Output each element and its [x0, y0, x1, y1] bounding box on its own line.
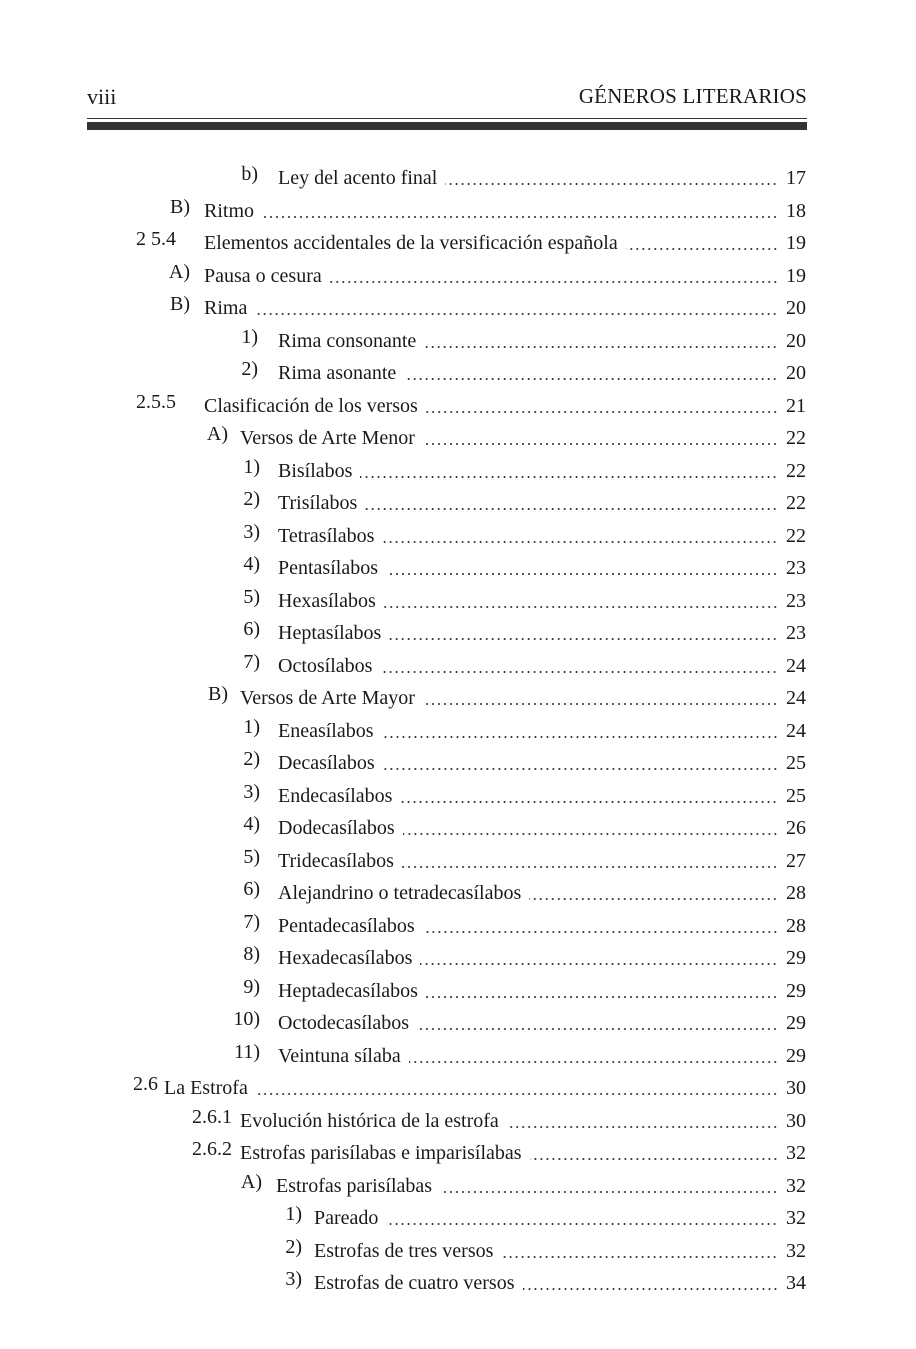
toc-entry-number: 4) — [243, 813, 260, 835]
toc-entry-number: B) — [170, 195, 190, 218]
toc-entry-title: Heptasílabos — [278, 622, 382, 644]
toc-entry-number: b) — [241, 163, 258, 185]
toc-entry-page: 30 — [786, 1077, 806, 1099]
toc-entry-title: Ritmo — [204, 199, 255, 222]
dot-leader — [423, 443, 778, 445]
toc-entry-number: 2 5.4 — [136, 228, 176, 250]
toc-entry-number: 1) — [243, 715, 260, 738]
toc-entry-number: 8) — [243, 943, 260, 965]
toc-entry-title: Rima consonante — [278, 329, 417, 352]
toc-entry-number: B) — [170, 293, 190, 315]
toc-entry — [234, 1036, 806, 1068]
toc-entry — [243, 613, 806, 645]
toc-entry-page: 32 — [786, 1239, 806, 1262]
toc-entry-number: 7) — [243, 910, 260, 933]
toc-entry-title: Estrofas parisílabas — [276, 1174, 433, 1197]
toc-entry — [243, 451, 806, 483]
toc-entry-number: A) — [240, 1170, 262, 1193]
toc-entry-page: 34 — [786, 1272, 806, 1294]
toc-entry-page: 27 — [786, 849, 806, 872]
toc-entry-number: 3) — [243, 780, 260, 803]
toc-entry-title: Trisílabos — [278, 492, 358, 514]
toc-entry — [243, 581, 806, 613]
toc-entry-number: 11) — [234, 1040, 260, 1063]
toc-entry-title: Rima asonante — [278, 362, 397, 384]
toc-entry-title: Estrofas parisílabas e imparisílabas — [240, 1142, 522, 1164]
toc-entry-number: 6) — [243, 618, 260, 640]
toc-entry-title: Evolución histórica de la estrofa — [240, 1109, 499, 1132]
toc-entry-page: 23 — [786, 622, 806, 644]
toc-entry-number: 2.6.1 — [192, 1105, 232, 1128]
toc-entry-page: 22 — [786, 524, 806, 547]
dot-leader — [523, 1288, 779, 1290]
dot-leader — [445, 183, 778, 185]
toc-entry-title: Elementos accidentales de la versificación española — [204, 232, 618, 254]
toc-entry — [243, 743, 806, 775]
page-number: viii — [87, 84, 117, 109]
dot-leader — [330, 281, 778, 283]
toc-entry-page: 23 — [786, 589, 806, 612]
toc-entry — [136, 223, 806, 255]
toc-entry-title: Ley del acento final — [278, 167, 438, 189]
toc-entry-page: 22 — [786, 492, 806, 514]
toc-entry-title: Pentadecasílabos — [278, 914, 415, 937]
running-header — [87, 76, 807, 116]
dot-leader — [383, 768, 778, 770]
toc-entry — [243, 841, 806, 873]
dot-leader — [360, 476, 778, 478]
toc-entry-title: Versos de Arte Mayor — [240, 687, 415, 709]
toc-entry-title: Decasílabos — [278, 752, 375, 774]
toc-entry-title: Octosílabos — [278, 654, 373, 677]
toc-entry-page: 29 — [786, 1012, 806, 1034]
toc-entry — [243, 646, 806, 678]
toc-entry-number: A) — [168, 260, 190, 283]
toc-entry-title: La Estrofa — [164, 1077, 248, 1099]
toc-entry — [243, 516, 806, 548]
toc-entry-page: 25 — [786, 752, 806, 774]
toc-entry-number: 5) — [243, 585, 260, 608]
toc-entry-page: 32 — [786, 1142, 806, 1164]
toc-entry-page: 21 — [786, 394, 806, 417]
toc-entry-page: 22 — [786, 427, 806, 449]
dot-leader — [424, 346, 778, 348]
toc-entry-page: 26 — [786, 817, 806, 839]
toc-entry-page: 22 — [786, 459, 806, 482]
toc-entry — [233, 1003, 806, 1035]
toc-entry-title: Rima — [204, 297, 248, 319]
dot-leader — [389, 638, 778, 640]
toc-entry-number: 2) — [243, 748, 260, 770]
toc-entry — [285, 1231, 806, 1263]
toc-entry-number: 10) — [233, 1008, 260, 1030]
toc-entry — [170, 191, 806, 223]
toc-entry-title: Hexasílabos — [278, 589, 376, 612]
toc-entry-number: 2.6.2 — [192, 1138, 232, 1160]
toc-entry — [136, 386, 806, 418]
toc-entry — [208, 678, 806, 710]
toc-entry — [241, 321, 806, 353]
toc-entry-title: Estrofas de tres versos — [314, 1239, 494, 1262]
toc-entry — [243, 776, 806, 808]
dot-leader — [262, 216, 778, 218]
toc-entry-page: 29 — [786, 947, 806, 969]
toc-entry-number: 1) — [243, 455, 260, 478]
toc-entry-title: Veintuna sílaba — [278, 1044, 401, 1067]
toc-entry-number: B) — [208, 683, 228, 705]
dot-leader — [403, 833, 778, 835]
toc-entry-number: 1) — [285, 1203, 302, 1225]
toc-entry — [168, 256, 806, 288]
toc-entry-page: 20 — [786, 297, 806, 319]
toc-entry-page: 20 — [786, 329, 806, 352]
toc-entry-title: Tridecasílabos — [278, 849, 394, 872]
toc-entry — [240, 1166, 806, 1198]
toc-entry-number: 2) — [285, 1235, 302, 1258]
toc-entry — [243, 873, 806, 905]
dot-leader — [501, 1256, 778, 1258]
toc-entry-page: 25 — [786, 784, 806, 807]
toc-entry — [243, 938, 806, 970]
dot-leader — [440, 1191, 778, 1193]
toc-entry — [241, 353, 806, 385]
toc-entry — [285, 1263, 806, 1295]
dot-leader — [409, 1061, 778, 1063]
dot-leader — [402, 866, 778, 868]
toc-entry-title: Bisílabos — [278, 459, 353, 482]
dot-leader — [255, 313, 778, 315]
dot-leader — [420, 963, 778, 965]
toc-entry-number: 5) — [243, 845, 260, 868]
toc-entry-page: 20 — [786, 362, 806, 384]
toc-entry-number: 6) — [243, 878, 260, 900]
toc-entry-page: 24 — [786, 687, 806, 709]
toc-entry — [206, 418, 806, 450]
dot-leader — [530, 1158, 778, 1160]
dot-leader — [400, 801, 778, 803]
toc-entry-page: 32 — [786, 1207, 806, 1229]
dot-leader — [404, 378, 778, 380]
toc-entry-title: Pentasílabos — [278, 557, 378, 579]
toc-entry-number: 2) — [241, 358, 258, 380]
toc-entry-number: 1) — [241, 325, 258, 348]
dot-leader — [426, 411, 778, 413]
toc-entry-title: Heptadecasílabos — [278, 979, 418, 1002]
toc-entry-title: Dodecasílabos — [278, 817, 395, 839]
toc-entry-page: 24 — [786, 654, 806, 677]
toc-entry — [192, 1133, 806, 1165]
toc-entry — [192, 1101, 806, 1133]
dot-leader — [423, 931, 778, 933]
toc-entry — [285, 1198, 806, 1230]
toc-entry — [241, 158, 806, 190]
toc-entry-page: 28 — [786, 882, 806, 904]
toc-entry-title: Endecasílabos — [278, 784, 393, 807]
toc-entry — [170, 288, 806, 320]
dot-leader — [365, 508, 778, 510]
toc-entry-title: Estrofas de cuatro versos — [314, 1272, 515, 1294]
toc-entry-title: Versos de Arte Menor — [240, 427, 415, 449]
toc-entry-number: 4) — [243, 553, 260, 575]
dot-leader — [417, 1028, 778, 1030]
dot-leader — [386, 573, 778, 575]
toc-entry — [133, 1068, 806, 1100]
toc-entry-page: 18 — [786, 199, 806, 222]
dot-leader — [507, 1126, 778, 1128]
toc-entry-title: Alejandrino o tetradecasílabos — [278, 882, 522, 904]
toc-entry-number: 9) — [243, 975, 260, 998]
toc-entry-page: 28 — [786, 914, 806, 937]
header-rule — [87, 118, 807, 130]
toc-entry-number: 3) — [285, 1268, 302, 1290]
dot-leader — [423, 703, 778, 705]
toc-entry-title: Octodecasílabos — [278, 1012, 410, 1034]
toc-entry — [243, 971, 806, 1003]
toc-entry-page: 29 — [786, 1044, 806, 1067]
toc-entry-number: 3) — [243, 520, 260, 543]
toc-entry — [243, 483, 806, 515]
dot-leader — [256, 1093, 778, 1095]
toc-entry-title: Eneasílabos — [278, 719, 374, 742]
toc-entry — [243, 808, 806, 840]
toc-entry-title: Hexadecasílabos — [278, 947, 413, 969]
toc-entry — [243, 548, 806, 580]
toc-entry-number: 2.6 — [133, 1073, 158, 1095]
toc-entry-page: 17 — [786, 167, 806, 189]
toc-entry-title: Pareado — [314, 1207, 379, 1229]
toc-entry-page: 30 — [786, 1109, 806, 1132]
toc-entry-page: 29 — [786, 979, 806, 1002]
toc-entry-number: 2.5.5 — [136, 390, 176, 413]
toc-entry-page: 19 — [786, 264, 806, 287]
toc-entry-page: 32 — [786, 1174, 806, 1197]
dot-leader — [426, 996, 778, 998]
toc-entry-title: Clasificación de los versos — [204, 394, 418, 417]
toc-entry-page: 24 — [786, 719, 806, 742]
toc-entry-number: A) — [206, 423, 228, 445]
toc-entry — [243, 906, 806, 938]
toc-entry-number: 2) — [243, 488, 260, 510]
toc-entry-page: 19 — [786, 232, 806, 254]
dot-leader — [382, 736, 778, 738]
toc-entry-title: Tetrasílabos — [278, 524, 375, 547]
toc-entry-title: Pausa o cesura — [204, 264, 322, 287]
dot-leader — [529, 898, 778, 900]
toc-entry-number: 7) — [243, 650, 260, 673]
dot-leader — [384, 606, 778, 608]
dot-leader — [382, 541, 778, 543]
dot-leader — [380, 671, 778, 673]
dot-leader — [386, 1223, 778, 1225]
toc-entry — [243, 711, 806, 743]
toc-entry-page: 23 — [786, 557, 806, 579]
dot-leader — [626, 248, 778, 250]
running-title: GÉNEROS LITERARIOS — [578, 84, 807, 108]
